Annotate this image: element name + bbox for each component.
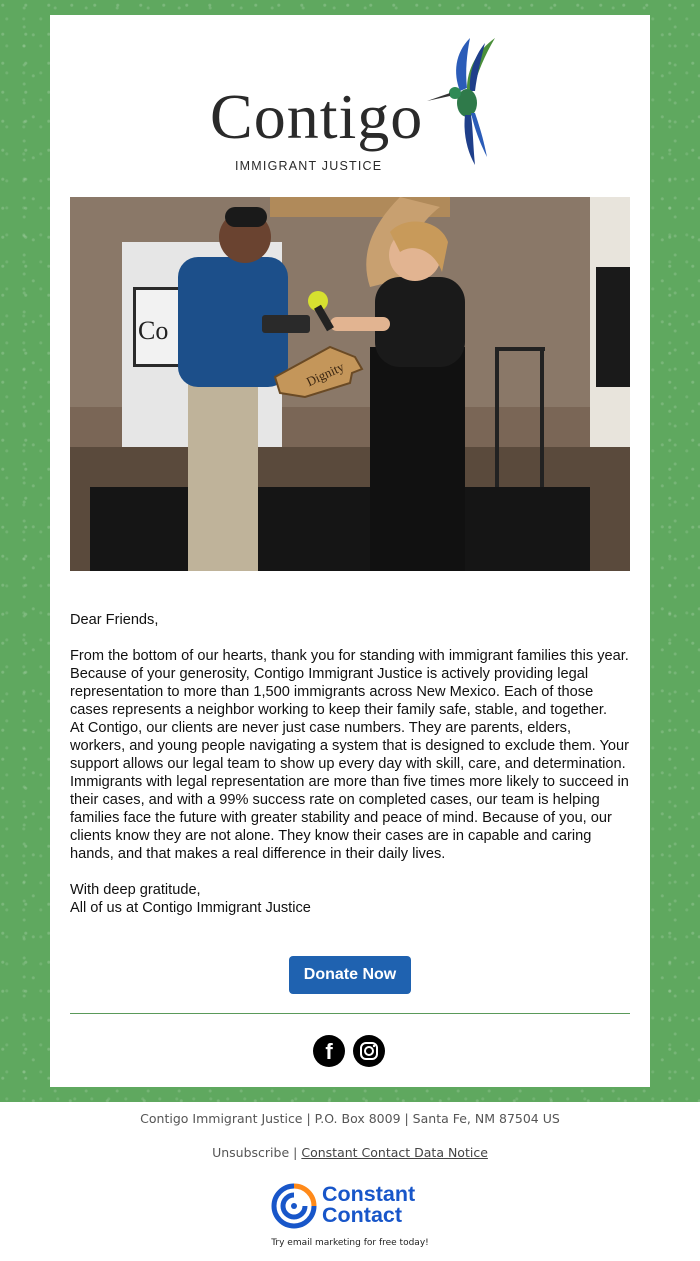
letter-paragraph-2: At Contigo, our clients are never just case numbers. They are parents, elders, workers, and young people navigating a system that is designed to exclude them. Your support allows our legal team to show up every day with skill, care, and determination. Immigrants with legal representation are more than five times more likely to succeed in their cases, and with a 99% success rate on completed cases, our team is helping families face the future with greater stability and peace of mind. Because of you, our clients know they are not alone. They know their cases are in capable and caring hands, and that makes a real difference in their daily lives. xyxy=(70,720,629,862)
spacer xyxy=(70,863,630,881)
spacer xyxy=(70,629,630,647)
letter-paragraph-1: From the bottom of our hearts, thank you for standing with immigrant families this year. Because of your generosity, Contigo Immigrant Justice is actively providing legal representation to more than 1,500 immigrants across New Mexico. Each of those cases represents a neighbor working to keep their family safe, stable, and together. xyxy=(70,648,629,718)
logo-subtitle: IMMIGRANT JUSTICE xyxy=(235,159,383,173)
contigo-logo[interactable] xyxy=(210,33,500,173)
footer-address: Contigo Immigrant Justice | P.O. Box 8009 | Santa Fe, NM 87504 US xyxy=(140,1111,560,1126)
constant-contact-icon xyxy=(270,1182,318,1230)
letter-signature: All of us at Contigo Immigrant Justice xyxy=(70,900,311,916)
sign-text: Dignity xyxy=(303,358,347,390)
facebook-icon[interactable] xyxy=(313,1035,345,1067)
facebook-glyph: f xyxy=(325,1039,333,1064)
instagram-glyph xyxy=(353,1035,385,1067)
email-card xyxy=(50,15,650,1087)
letter-closing: With deep gratitude, xyxy=(70,882,201,898)
instagram-icon[interactable] xyxy=(353,1035,385,1067)
footer-separator: | xyxy=(293,1145,298,1160)
footer-links xyxy=(0,1145,700,1160)
letter-greeting: Dear Friends, xyxy=(70,612,159,628)
constant-contact-wordmark xyxy=(322,1184,415,1226)
divider xyxy=(70,1013,630,1014)
screen-text: Co xyxy=(138,316,169,345)
hummingbird-icon xyxy=(415,33,505,168)
unsubscribe-link[interactable]: Unsubscribe xyxy=(212,1145,290,1160)
logo-wordmark: Contigo xyxy=(210,81,424,152)
donate-now-button[interactable]: Donate Now xyxy=(289,956,411,994)
constant-contact-logo[interactable] xyxy=(270,1182,435,1232)
data-notice-link[interactable]: Constant Contact Data Notice xyxy=(301,1145,488,1160)
cc-brand-line-1: Constant xyxy=(322,1182,416,1206)
constant-contact-tagline[interactable]: Try email marketing for free today! xyxy=(271,1238,429,1248)
letter-body xyxy=(70,611,630,917)
cc-brand-line-2: Contact xyxy=(322,1203,403,1227)
event-photo xyxy=(70,197,630,571)
